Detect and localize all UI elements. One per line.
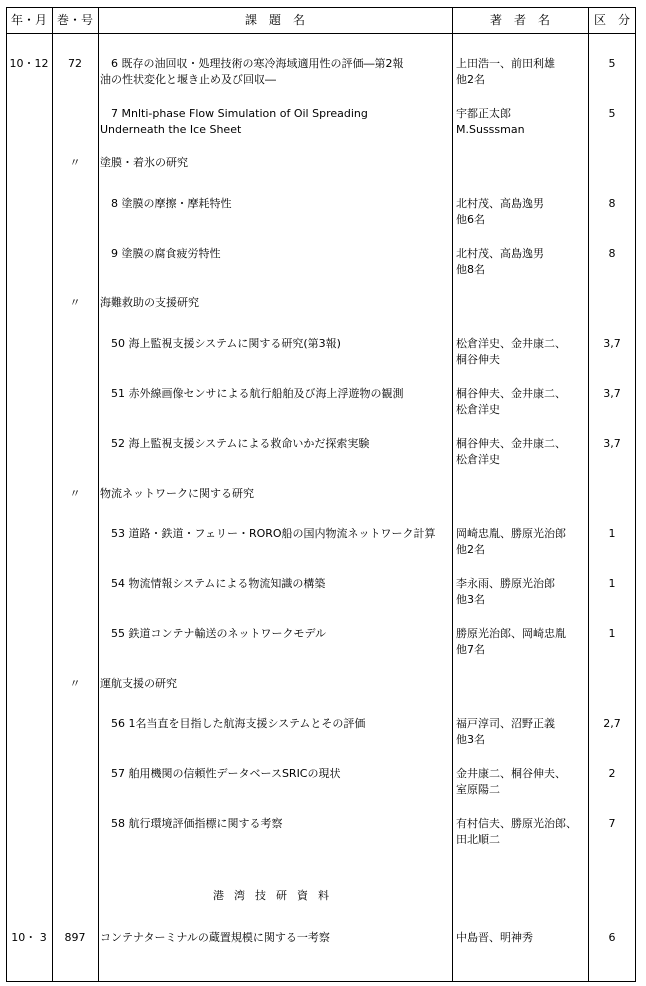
group-title: 運航支援の研究: [100, 677, 177, 690]
row-title-line: 58 航行環境評価指標に関する考察: [100, 817, 283, 830]
header-category: 区 分: [593, 13, 630, 27]
row-author-line: 上田浩一、前田利雄: [456, 57, 555, 70]
row-author-line: 桐谷伸夫、金井康二、: [456, 437, 566, 450]
row-category: 1: [608, 627, 616, 640]
row-title-line: 51 赤外線画像センサによる航行船舶及び海上浮遊物の観測: [100, 387, 404, 400]
row-category: 3,7: [603, 387, 621, 400]
group-title: 塗膜・着氷の研究: [100, 156, 188, 169]
row-author-line: 金井康二、桐谷伸夫、: [456, 767, 566, 780]
row-category: 7: [608, 817, 616, 830]
row-author-line: 桐谷伸夫、金井康二、: [456, 387, 566, 400]
row-title-line: コンテナターミナルの蔵置規模に関する一考察: [100, 931, 330, 944]
row-category: 1: [608, 577, 616, 590]
row-author-line: 北村茂、高島逸男: [456, 247, 544, 260]
row-author-line: 他7名: [456, 643, 485, 656]
header-author: 著 者 名: [489, 13, 550, 27]
row-category: 2,7: [603, 717, 621, 730]
row-author-line: 他8名: [456, 263, 485, 276]
ditto-mark: 〃: [69, 296, 81, 309]
row-category: 8: [608, 197, 616, 210]
row-title-line: 6 既存の油回収・処理技術の寒冷海域適用性の評価―第2報: [100, 57, 404, 70]
row-category: 3,7: [603, 337, 621, 350]
row-title-line: 9 塗膜の腐食疲労特性: [100, 247, 221, 260]
row-author-line: M.Susssman: [456, 123, 525, 136]
row-author-line: 北村茂、高島逸男: [456, 197, 544, 210]
section-heading: 港湾技研資料: [213, 889, 339, 902]
row-category: 2: [608, 767, 616, 780]
row-author-line: 他3名: [456, 733, 485, 746]
row-category: 5: [608, 57, 616, 70]
row-author-line: 岡崎忠胤、勝原光治郎: [456, 527, 566, 540]
row-author-line: 福戸淳司、沼野正義: [456, 717, 555, 730]
row-author-line: 中島晋、明神秀: [456, 931, 533, 944]
row-author-line: 他2名: [456, 73, 485, 86]
row-title-line: 50 海上監視支援システムに関する研究(第3報): [100, 337, 341, 350]
row-title-line: 油の性状変化と堰き止め及び回収―: [100, 73, 276, 86]
row-author-line: 有村信夫、勝原光治郎、: [456, 817, 577, 830]
row-category: 8: [608, 247, 616, 260]
column-divider: [452, 7, 453, 982]
row-author-line: 松倉洋史: [456, 403, 500, 416]
row-date: 10・12: [9, 57, 49, 70]
row-title-line: 56 1名当直を目指した航海支援システムとその評価: [100, 717, 366, 730]
row-volume: 72: [68, 57, 82, 70]
column-divider: [98, 7, 99, 982]
row-title-line: 54 物流情報システムによる物流知識の構築: [100, 577, 326, 590]
row-category: 3,7: [603, 437, 621, 450]
ditto-mark: 〃: [69, 156, 81, 169]
group-title: 物流ネットワークに関する研究: [100, 487, 254, 500]
header-title: 課 題 名: [244, 13, 305, 27]
row-author-line: 松倉洋史: [456, 453, 500, 466]
row-author-line: 李永雨、勝原光治郎: [456, 577, 555, 590]
row-title-line: 7 Mnlti-phase Flow Simulation of Oil Spreading: [100, 107, 368, 120]
row-category: 6: [608, 931, 616, 944]
header-date: 年・月: [10, 13, 47, 27]
column-divider: [588, 7, 589, 982]
row-author-line: 勝原光治郎、岡崎忠胤: [456, 627, 566, 640]
header-volume: 巻・号: [56, 13, 93, 27]
row-volume: 897: [64, 931, 86, 944]
row-author-line: 宇都正太郎: [456, 107, 511, 120]
row-category: 5: [608, 107, 616, 120]
row-author-line: 松倉洋史、金井康二、: [456, 337, 566, 350]
row-title-line: 53 道路・鉄道・フェリー・RORO船の国内物流ネットワーク計算: [100, 527, 436, 540]
row-author-line: 他3名: [456, 593, 485, 606]
row-author-line: 田北順二: [456, 833, 500, 846]
row-author-line: 桐谷伸夫: [456, 353, 500, 366]
row-title-line: 8 塗膜の摩擦・摩耗特性: [100, 197, 232, 210]
row-title-line: 52 海上監視支援システムによる救命いかだ探索実験: [100, 437, 370, 450]
row-date: 10・ 3: [11, 931, 47, 944]
group-title: 海難救助の支援研究: [100, 296, 199, 309]
row-author-line: 室原陽二: [456, 783, 500, 796]
row-author-line: 他2名: [456, 543, 485, 556]
row-title-line: 55 鉄道コンテナ輸送のネットワークモデル: [100, 627, 326, 640]
row-category: 1: [608, 527, 616, 540]
ditto-mark: 〃: [69, 487, 81, 500]
ditto-mark: 〃: [69, 677, 81, 690]
row-author-line: 他6名: [456, 213, 485, 226]
row-title-line: 57 舶用機関の信頼性データベースSRICの現状: [100, 767, 341, 780]
header-divider: [6, 33, 636, 34]
row-title-line: Underneath the Ice Sheet: [100, 123, 242, 136]
